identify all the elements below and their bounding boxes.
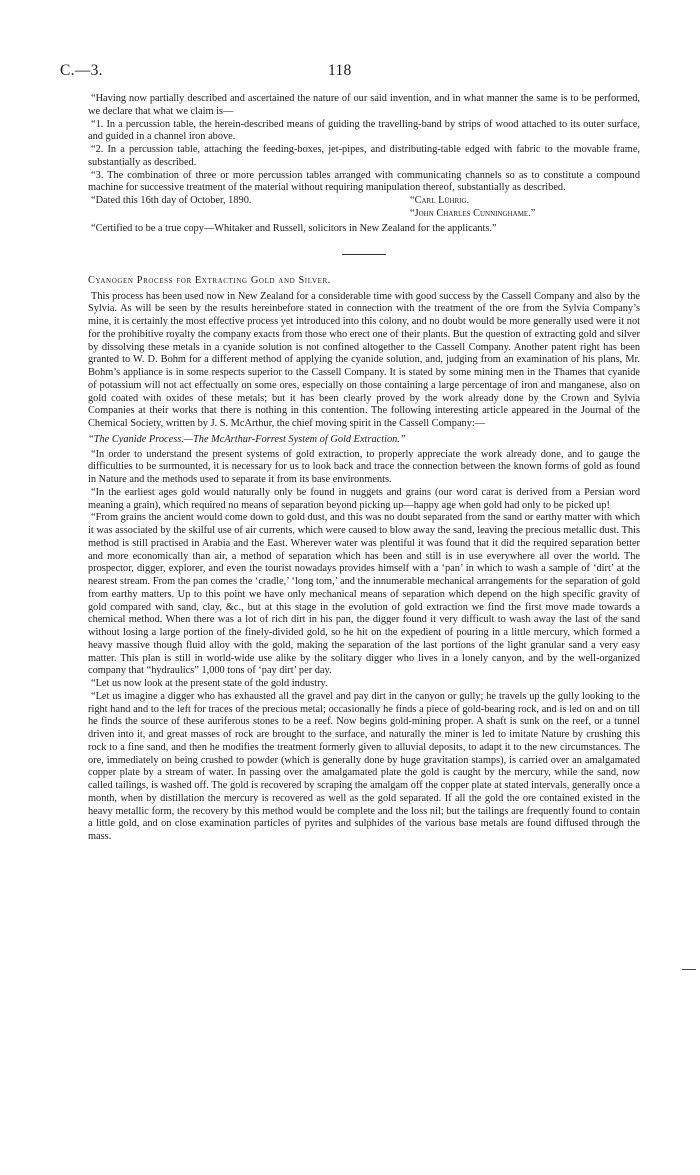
- article-paragraph: “From grains the ancient would come down to gold dust, and this was no doubt separated from the sand or earthy matter with which it was associated by the skilful use of air currents, which were caused to blow away the sand, leaving the precious metallic dust. This method is still practised in Arabia and the East. Wherever water was plentiful it was found that it did the required separation better and more economically than air, a method of separation which has been and still is in use everywhere all over the world. The prospector, digger, explorer, and even the tourist nowadays provides himself with a ‘pan’ in which to wash a sample of ‘dirt’ at the nearest stream. From the pan comes the ‘cradle,’ ‘long tom,’ and the innumerable mechanical arrangements for the separation of gold from earthy matters. Up to this point we have only mechanical means of separation which depend on the high specific gravity of gold compared with sand, clay, &c., but at this stage in the evolution of gold extraction we find the first move made towards a chemical method. When there was a lot of rich dirt in his pan, the digger found it very difficult to wash away the last of the sand without losing a large portion of the finely-divided gold, so he hit on the expedient of pouring in a little mercury, which formed a heavy massive though fluid alloy with the gold, making the separation of the last portions of the light granular sand a very easy matter. This plan is still in world-wide use alike by the solitary digger who lives in a lonely canyon, and by the well-organized company that “hydraulics” 1,000 tons of ‘pay dirt’ per day.: [88, 512, 640, 677]
- article-paragraph: “Let us imagine a digger who has exhausted all the gravel and pay dirt in the canyon or gully; he travels up the gully looking to the right hand and to the left for traces of the precious metal; occasionally he finds a piece of gold-bearing rock, and is led on and on till he finds the source of these auriferous stones to be a reef. Now begins gold-mining proper. A shaft is sunk on the reef, or a tunnel driven into it, and great masses of rock are brought to the surface, and naturally the miner is led to imitate Nature by crushing this rock to a fine sand, and then he modifies the treatment formerly given to alluvial deposits, to adapt it to the new circumstances. The ore, immediately on being crushed to powder (which is generally done by huge gravitation stamps), is carried over an amalgamated copper plate by a stream of water. In passing over the amalgamated plate the gold is caught by the mercury, while the sand, now called tailings, is washed off. The gold is recovered by scraping the amalgam off the copper plate at stated intervals, generally once a month, when by distillation the mercury is recovered as well as the gold separated. If all the gold the ore contained existed in the heavy metallic form, the recovery by this method would be complete and the loss nil; but the tailings are frequently found to contain a little gold, and on close examination particles of pyrites and sulphides of the various base metals are found diffused through the mass.: [88, 690, 640, 842]
- article-paragraph: “Let us now look at the present state of the gold industry.: [91, 678, 328, 689]
- claim-item: “3. The combination of three or more percussion tables arranged with communicating channels so as to constitute a compound machine for successive treatment of the material without requiring manipulation thereof, substantially as described.: [88, 169, 640, 194]
- document-reference: C.—3.: [60, 62, 103, 79]
- signature-first: “Carl Lührig.: [410, 195, 470, 206]
- signature-second: “John Charles Cunninghame.”: [410, 208, 536, 219]
- claims-intro: “Having now partially described and ascertained the nature of our said invention, and in what manner the same is to be performed, we declare that what we claim is—: [88, 93, 640, 117]
- margin-mark: [682, 969, 696, 970]
- article-paragraph: “In order to understand the present systems of gold extraction, to properly appreciate the work already done, and to gauge the difficulties to be surmounted, it is necessary for us to look back and trace the connection between the known forms of gold as found in Nature and the methods used to separate it from its base environments.: [88, 448, 640, 485]
- signature-block: [88, 195, 640, 223]
- page-number: 118: [328, 62, 352, 79]
- claim-item: “2. In a percussion table, attaching the feeding-boxes, jet-pipes, and distributing-table edged with fabric to the movable frame, substantially as described.: [88, 144, 640, 168]
- section-heading: Cyanogen Process for Extracting Gold and Silver.: [88, 274, 331, 286]
- section-divider: [342, 254, 386, 255]
- article-heading: “The Cyanide Process.—The McArthur-Forrest System of Gold Extraction.”: [88, 433, 406, 445]
- article-paragraph: “In the earliest ages gold would naturally only be found in nuggets and grains (our word carat is derived from a Persian word meaning a grain), which required no means of separation beyond picking up—happy age when gold had only to be picked up!: [88, 486, 640, 511]
- dated-line: “Dated this 16th day of October, 1890.: [91, 195, 252, 206]
- section-paragraph: This process has been used now in New Zealand for a considerable time with good success by the Cassell Company and also by the Sylvia. As will be seen by the results hereinbefore stated in connection with the treatment of the ore from the Sylvia Company’s mine, it is certainly the most effective process yet introduced into this colony, and no doubt would be more generally used were it not for the prohibitive royalty the company exacts from those who erect one of their plants. But the question of extracting gold and silver by dissolving these metals in a cyanide solution is not confined altogether to the Cassell Company. Another patent right has been granted to W. D. Bohm for a different method of applying the cyanide solution, and, judging from an examination of his plans, Mr. Bohm’s appliance is in some respects superior to the Cassell Company. It is stated by some mining men in the Thames that cyanide of potassium will not act effectually on some ores, especially on those containing a large percentage of iron and manganese, also on gold coated with oxides of these metals; but it has been clearly proved by the work already done by the Crown and Sylvia Companies at their works that there is nothing in this contention. The following interesting article appeared in the Journal of the Chemical Society, written by J. S. McArthur, the chief moving spirit in the Cassell Company:—: [88, 290, 640, 429]
- claim-item: “1. In a percussion table, the herein-described means of guiding the travelling-band by strips of wood attached to its outer surface, and guided in a channel iron above.: [88, 118, 640, 143]
- certification-note: “Certified to be a true copy—Whitaker and Russell, solicitors in New Zealand for the applicants.”: [91, 223, 497, 234]
- page-body: [88, 93, 640, 844]
